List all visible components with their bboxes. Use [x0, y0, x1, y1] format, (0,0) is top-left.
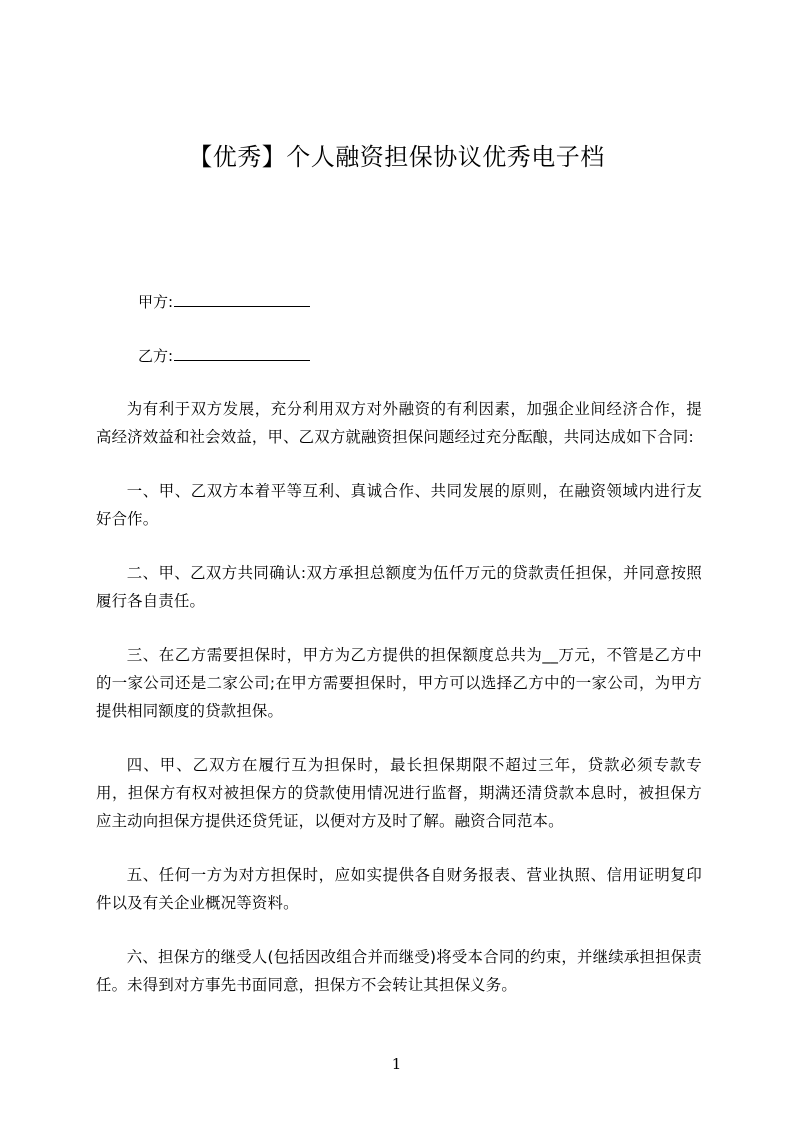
clause-2-paragraph: 二、甲、乙双方共同确认:双方承担总额度为伍仟万元的贷款责任担保，并同意按照履行各自责任。	[96, 564, 702, 610]
clause-4-paragraph: 四、甲、乙双方在履行互为担保时，最长担保期限不超过三年，贷款必须专款专用，担保方有权对被担保方的贷款使用情况进行监督，期满还清贷款本息时，被担保方应主动向担保方提供还贷凭证，以便对方及时了解。融资合同范本。	[96, 756, 702, 830]
clause-5-paragraph: 五、任何一方为对方担保时，应如实提供各自财务报表、营业执照、信用证明复印件以及有关企业概况等资料。	[96, 866, 702, 912]
party-a-label: 甲方:	[138, 293, 174, 311]
preamble-paragraph: 为有利于双方发展，充分利用双方对外融资的有利因素，加强企业间经济合作，提高经济效益和社会效益，甲、乙双方就融资担保问题经过充分酝酿，共同达成如下合同:	[96, 400, 702, 446]
clause-1-paragraph: 一、甲、乙双方本着平等互利、真诚合作、共同发展的原则，在融资领域内进行友好合作。	[96, 482, 702, 528]
clause-6-paragraph: 六、担保方的继受人(包括因改组合并而继受)将受本合同的约束，并继续承担担保责任。未得到对方事先书面同意，担保方不会转让其担保义务。	[96, 948, 702, 994]
document-title: 【优秀】个人融资担保协议优秀电子档	[188, 143, 605, 171]
contract-body	[96, 395, 702, 1025]
party-a-line	[138, 290, 310, 313]
clause-3-paragraph: 三、在乙方需要担保时，甲方为乙方提供的担保额度总共为__万元，不管是乙方中的一家公司还是二家公司;在甲方需要担保时，甲方可以选择乙方中的一家公司，为甲方提供相同额度的贷款担保。	[96, 646, 702, 720]
page-number: 1	[391, 1055, 402, 1073]
party-b-blank	[174, 344, 310, 361]
party-b-label: 乙方:	[138, 347, 174, 365]
party-b-line	[138, 344, 310, 367]
party-a-blank	[174, 290, 310, 307]
